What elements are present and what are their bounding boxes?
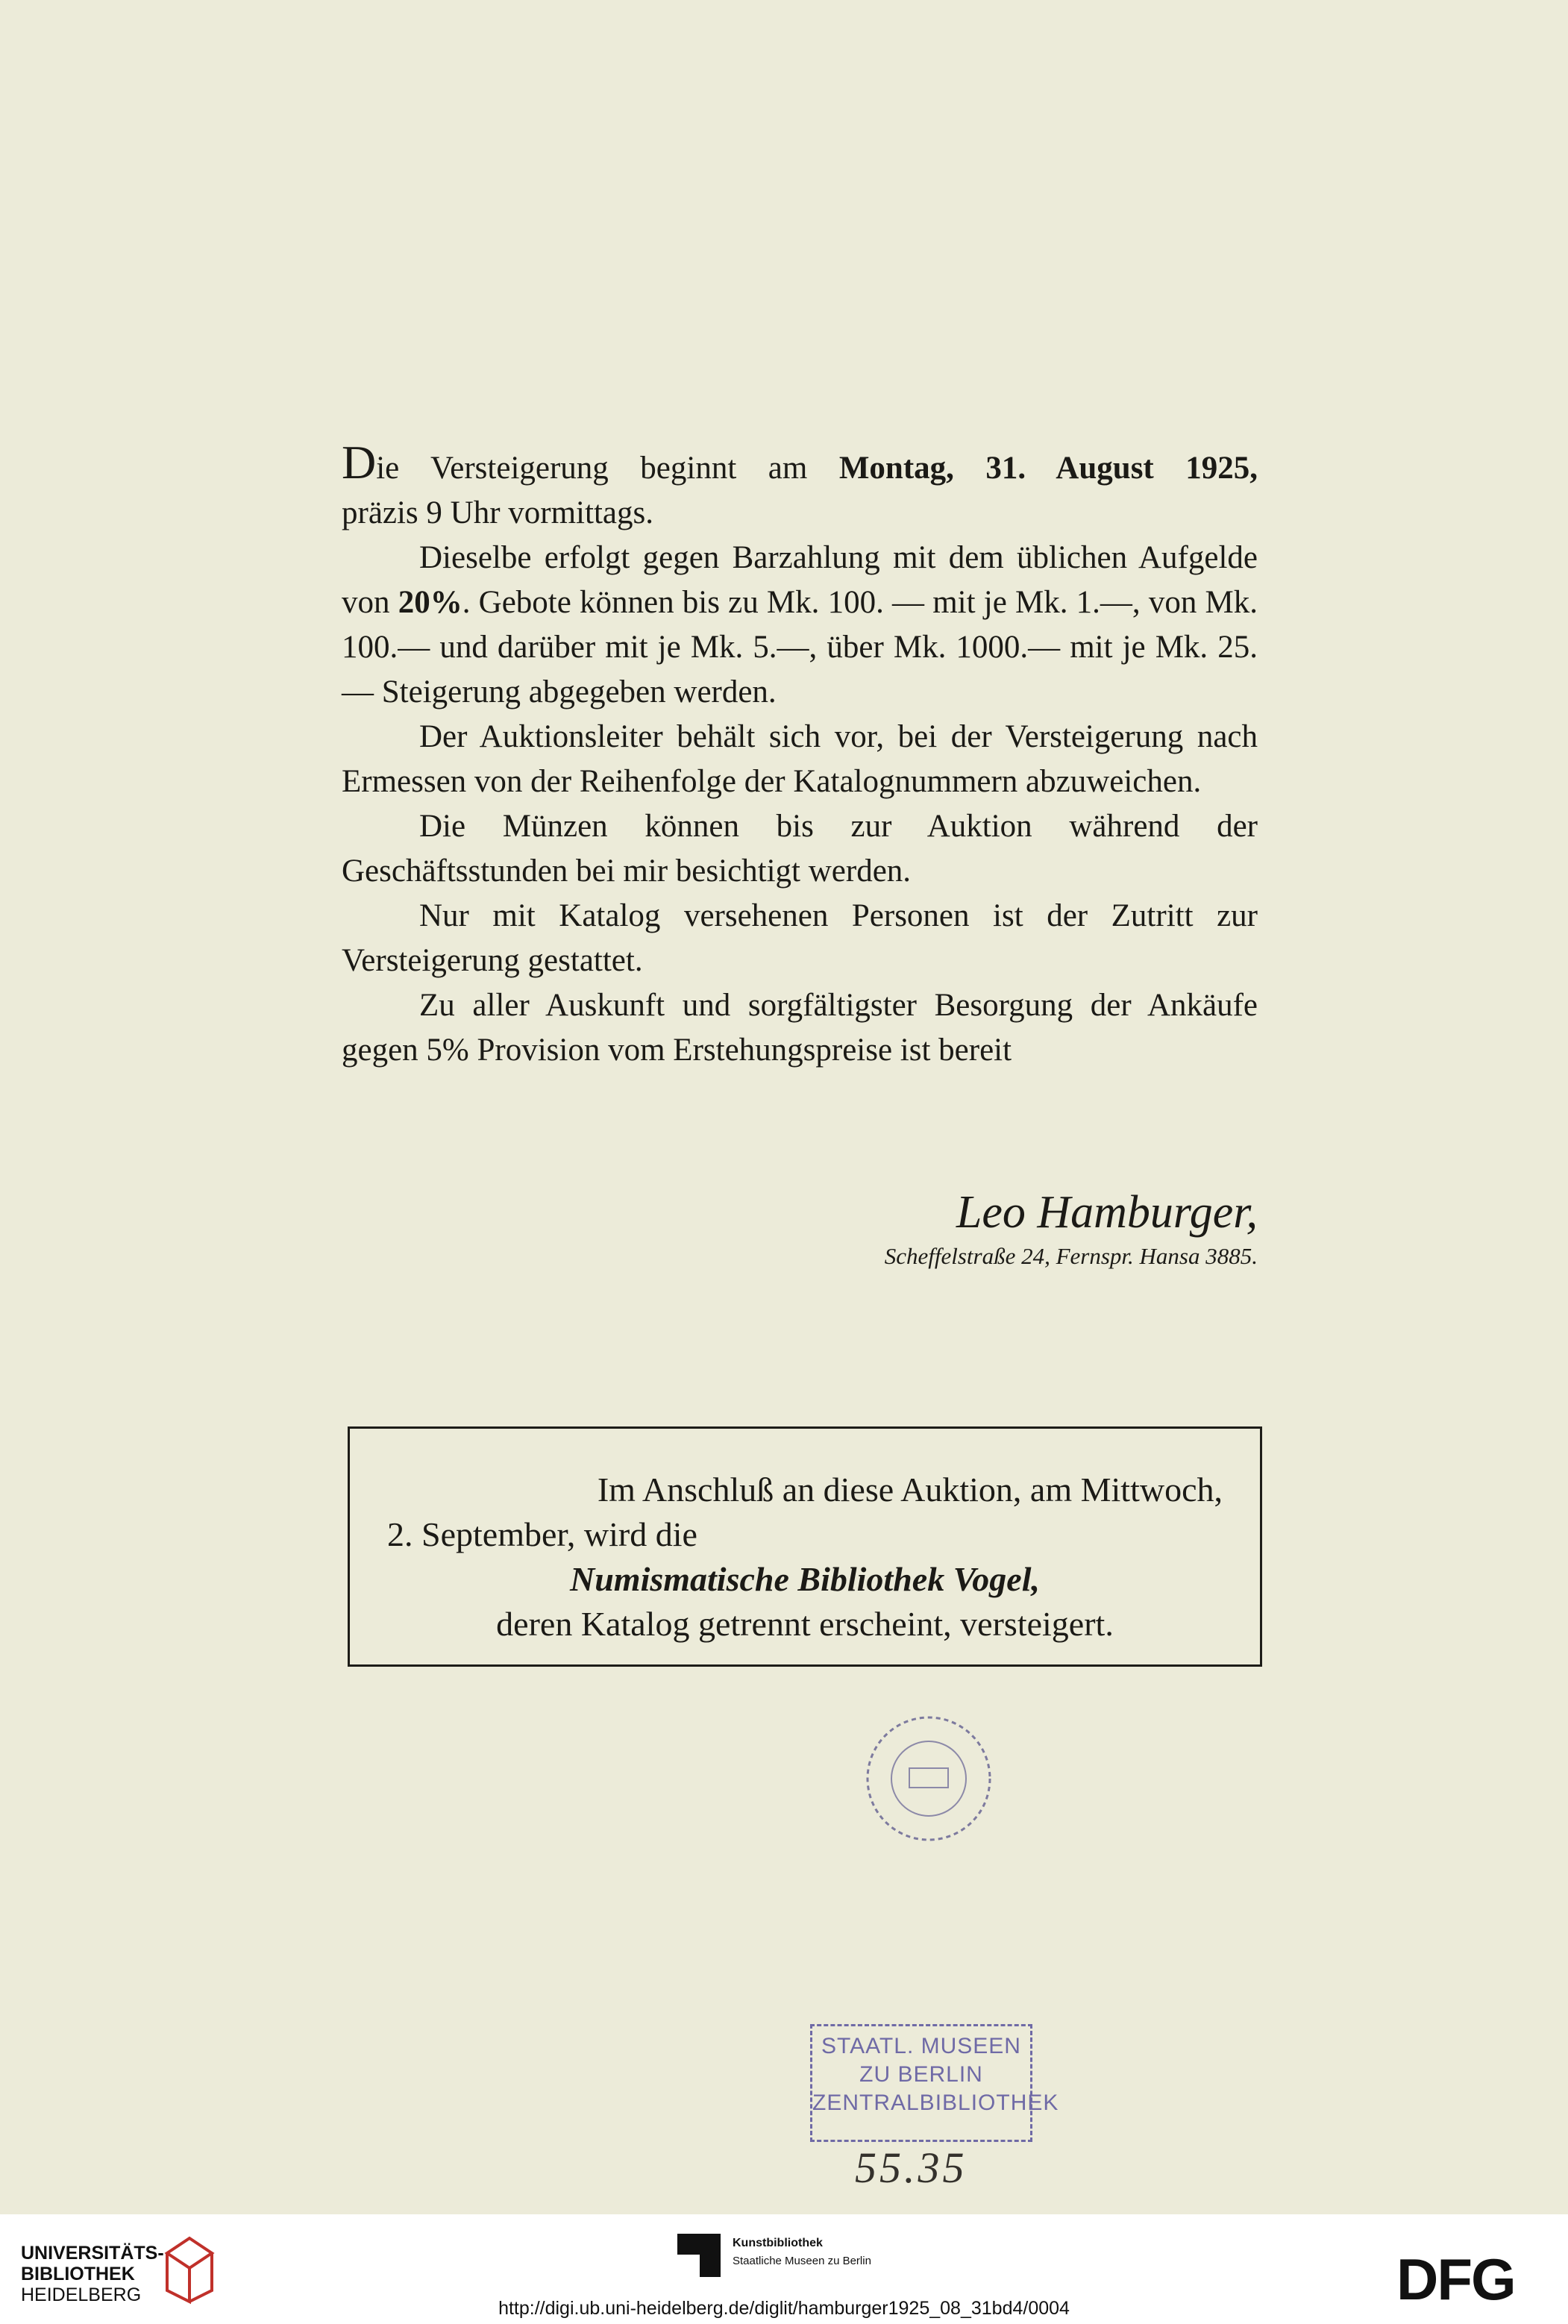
library-stamp [810, 2024, 1059, 2142]
notice-line-4: deren Katalog getrennt erscheint, versteigert. [496, 1605, 1114, 1643]
paragraph-admission: Nur mit Katalog versehenen Personen ist der Zutritt zur Versteigerung gestattet. [342, 898, 1258, 978]
handwritten-number: 55.35 [855, 2143, 968, 2192]
paragraph-start-time-line2: präzis 9 Uhr vormittags. [342, 495, 653, 530]
paragraph-order: Der Auktionsleiter behält sich vor, bei der Versteigerung nach Ermessen von der Reihenfolge der Katalognummern abzuweichen. [342, 719, 1258, 799]
drop-cap: D [342, 436, 377, 489]
kunstbibliothek-logo-icon [676, 2232, 722, 2278]
notice-library-name: Numismatische Bibliothek Vogel, [569, 1560, 1040, 1598]
signature-address: Scheffelstraße 24, Fernspr. Hansa 3885. [884, 1243, 1258, 1269]
premium-rate: 20% [398, 585, 462, 620]
stamp-line-1: STAATL. MUSEEN [821, 2034, 1021, 2058]
museen-label: Staatliche Museen zu Berlin [733, 2255, 871, 2267]
signature-name: Leo Hamburger, [956, 1187, 1258, 1238]
digitization-footer [0, 2214, 1568, 2324]
stamp-line-2: ZU BERLIN [859, 2062, 983, 2087]
ub-heidelberg-label: UNIVERSITÄTS- BIBLIOTHEK HEIDELBERG [21, 2243, 164, 2305]
auction-terms [342, 436, 1258, 1073]
ub-heidelberg-logo-icon [160, 2231, 219, 2305]
stamp-line-3: ZENTRALBIBLIOTHEK [812, 2090, 1059, 2115]
museum-seal-icon [863, 1713, 994, 1844]
paragraph-payment: Dieselbe erfolgt gegen Barzahlung mit dem üblichen Aufgelde von 20%. Gebote können bis zu Mk. 100. — mit je Mk. 1.—, von Mk. 100.— und darüber mit je Mk. 5.—, über Mk. 1000.— mit je Mk. 25.— Steigerung abgegeben werden. [342, 540, 1258, 710]
notice-line-1: Im Anschluß an diese Auktion, am Mittwoch, [597, 1470, 1223, 1509]
auction-date: Montag, 31. August 1925, [838, 451, 1258, 486]
source-url[interactable]: http://digi.ub.uni-heidelberg.de/diglit/hamburger1925_08_31bd4/0004 [498, 2298, 1070, 2319]
paragraph-start-time: Die Versteigerung beginnt am Montag, 31. August 1925, [342, 436, 1258, 489]
library-auction-notice [348, 1426, 1262, 1667]
kunstbibliothek-label: Kunstbibliothek [733, 2237, 823, 2249]
notice-line-2: 2. September, wird die [387, 1515, 697, 1553]
dfg-logo: DFG [1396, 2246, 1515, 2312]
paragraph-commission: Zu aller Auskunft und sorgfältigster Besorgung der Ankäufe gegen 5% Provision vom Erstehungspreise ist bereit [342, 988, 1258, 1068]
paragraph-viewing: Die Münzen können bis zur Auktion während der Geschäftsstunden bei mir besichtigt werden. [342, 809, 1258, 889]
